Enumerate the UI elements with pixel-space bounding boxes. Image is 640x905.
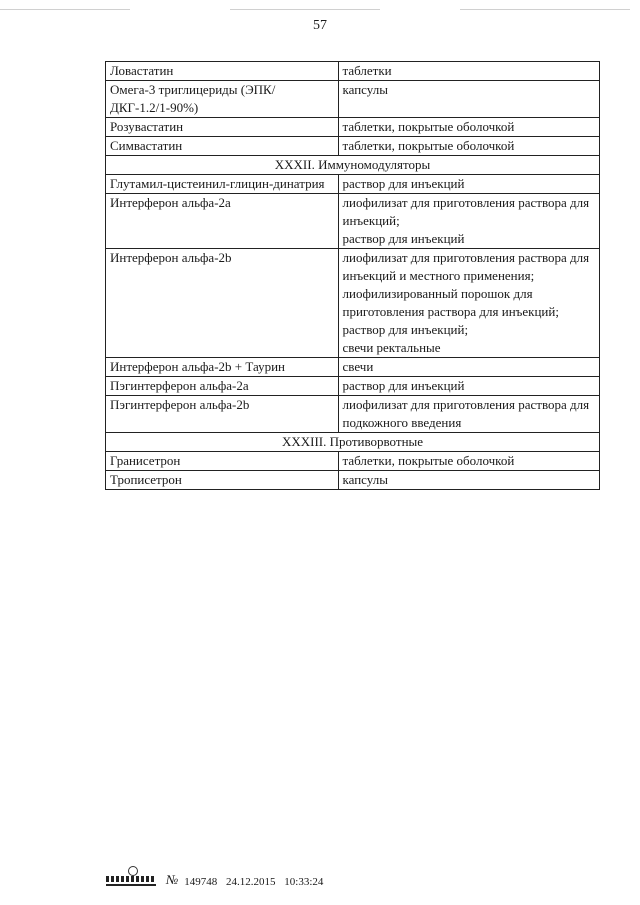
drug-name: Гранисетрон (106, 452, 339, 471)
drug-name: Интерферон альфа-2b + Таурин (106, 358, 339, 377)
document-footer (106, 866, 329, 888)
table-row (106, 377, 600, 396)
emblem-bar (106, 876, 156, 882)
section-header-row (106, 433, 600, 452)
dosage-form: таблетки, покрытые оболочкой (342, 138, 515, 153)
footer-registration (184, 876, 329, 888)
dosage-form: раствор для инъекций (342, 231, 465, 246)
dosage-form: лиофилизат для приготовления раствора для инъекций и местного применения; (342, 250, 590, 283)
drug-name: Симвастатин (106, 137, 339, 156)
drug-name: Пэгинтерферон альфа-2b (106, 396, 339, 433)
document-date: 24.12.2015 (226, 876, 276, 888)
drug-name: Глутамил-цистеинил-глицин-динатрия (106, 175, 339, 194)
table-row (106, 396, 600, 433)
drug-table (105, 61, 600, 490)
dosage-form: капсулы (342, 82, 388, 97)
dosage-form-cell (338, 118, 600, 137)
drug-name: Ловастатин (106, 62, 339, 81)
section-header-row (106, 156, 600, 175)
dosage-form: раствор для инъекций (342, 378, 465, 393)
dosage-form: таблетки (342, 63, 392, 78)
table-row (106, 452, 600, 471)
dosage-form: свечи ректальные (342, 340, 441, 355)
page-number: 57 (313, 18, 327, 33)
drug-name: Омега-3 триглицериды (ЭПК/ДКГ-1.2/1-90%) (106, 81, 339, 118)
dosage-form: таблетки, покрытые оболочкой (342, 119, 515, 134)
section-title: XXXII. Иммуномодуляторы (106, 156, 600, 175)
dosage-form: таблетки, покрытые оболочкой (342, 453, 515, 468)
document-number: 149748 (184, 876, 218, 888)
scan-artifact-line-left (0, 9, 130, 10)
section-title: XXXIII. Противорвотные (106, 433, 600, 452)
dosage-form-cell (338, 377, 600, 396)
table-row (106, 118, 600, 137)
dosage-form-cell (338, 396, 600, 433)
emblem-base (106, 884, 156, 886)
drug-name: Интерферон альфа-2а (106, 194, 339, 249)
table-row (106, 175, 600, 194)
dosage-form: лиофилизат для приготовления раствора для инъекций; (342, 195, 590, 228)
dosage-form-cell (338, 62, 600, 81)
dosage-form: раствор для инъекций (342, 176, 465, 191)
table-row (106, 249, 600, 358)
table-row (106, 81, 600, 118)
dosage-form-cell (338, 81, 600, 118)
drug-name: Интерферон альфа-2b (106, 249, 339, 358)
table-row (106, 471, 600, 490)
table-row (106, 194, 600, 249)
dosage-form: капсулы (342, 472, 388, 487)
emblem-circle (128, 866, 138, 876)
dosage-form-cell (338, 175, 600, 194)
scan-artifact-line-center (230, 9, 380, 10)
table-row (106, 62, 600, 81)
drug-name: Трописетрон (106, 471, 339, 490)
government-emblem-icon (106, 866, 156, 888)
drug-table-body (106, 62, 600, 490)
initials-mark-icon: № (166, 872, 179, 887)
document-time: 10:33:24 (284, 876, 324, 888)
dosage-form-cell (338, 194, 600, 249)
dosage-form-cell (338, 249, 600, 358)
dosage-form: раствор для инъекций; (342, 322, 469, 337)
dosage-form-cell (338, 137, 600, 156)
dosage-form: свечи (342, 359, 374, 374)
drug-name: Пэгинтерферон альфа-2а (106, 377, 339, 396)
dosage-form-cell (338, 358, 600, 377)
table-row (106, 137, 600, 156)
table-row (106, 358, 600, 377)
dosage-form-cell (338, 471, 600, 490)
dosage-form: лиофилизат для приготовления раствора для подкожного введения (342, 397, 590, 430)
dosage-form: лиофилизированный порошок для приготовления раствора для инъекций; (342, 286, 559, 319)
drug-name: Розувастатин (106, 118, 339, 137)
scan-artifact-line-right (460, 9, 630, 10)
dosage-form-cell (338, 452, 600, 471)
